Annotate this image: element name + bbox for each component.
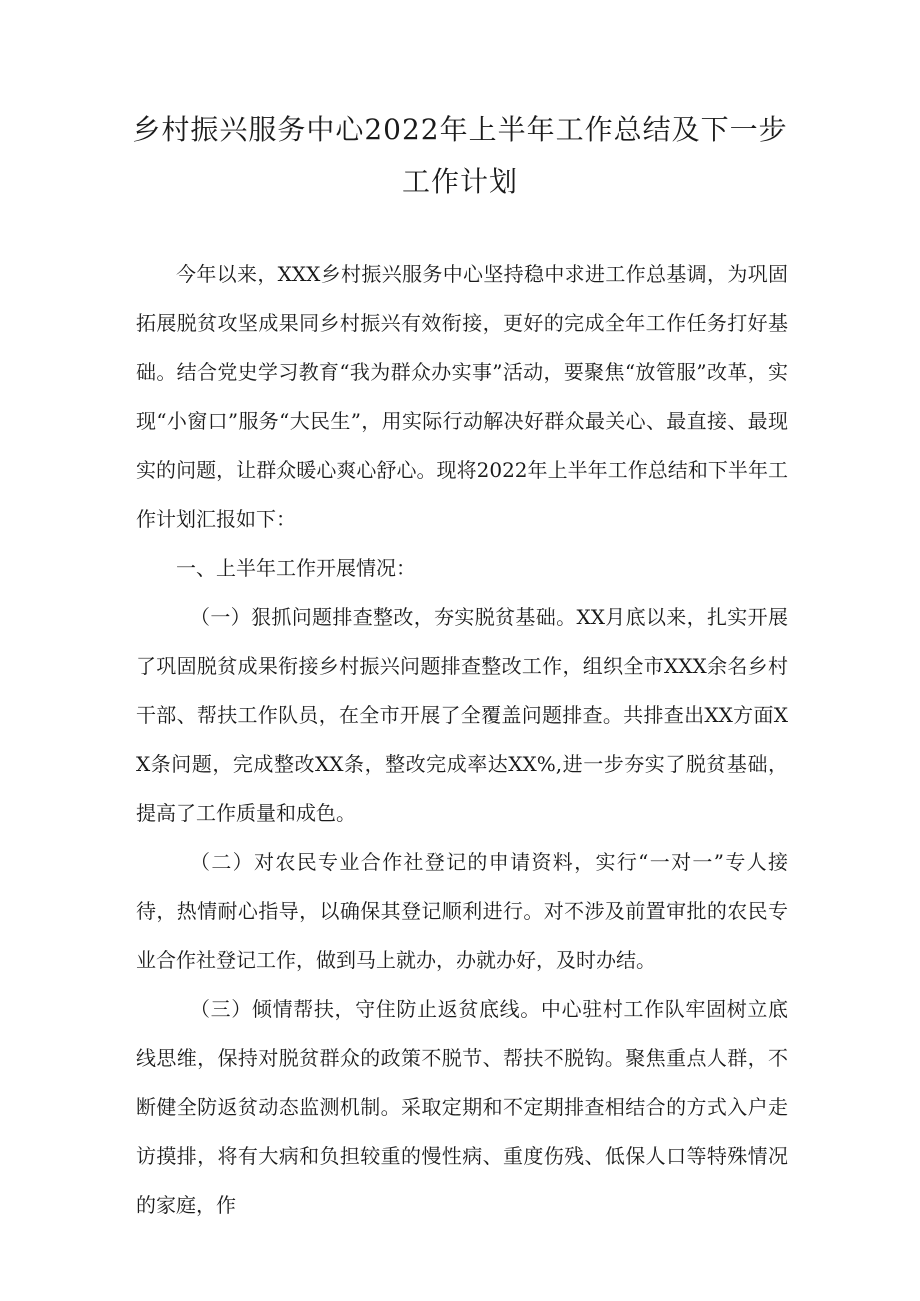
title-line-2: 工作计划 bbox=[401, 165, 518, 198]
section-1-heading: 一、上半年工作开展情况： bbox=[176, 556, 416, 580]
intro-paragraph: 今年以来，XXX乡村振兴服务中心坚持稳中求进工作总基调，为巩固拓展脱贫攻坚成果同乡村振兴有效衔接，更好的完成全年工作任务打好基础。结合党史学习教育“我为群众办实事”活动，要聚焦“放管服”改革，实现“小窗口”服务“大民生”，用实际行动解决好群众最关心、最直接、最现实的问题，让群众暖心爽心舒心。现将2022年上半年工作总结和下半年工作计划汇报如下： bbox=[136, 262, 788, 531]
item-3-paragraph: （三）倾情帮扶，守住防止返贫底线。中心驻村工作队牢固树立底线思维，保持对脱贫群众的政策不脱节、帮扶不脱钩。聚焦重点人群，不断健全防返贫动态监测机制。采取定期和不定期排查相结合的方式入户走访摸排，将有大病和负担较重的慢性病、重度伤残、低保人口等特殊情况的家庭，作 bbox=[136, 997, 788, 1217]
item-1-paragraph: （一）狠抓问题排查整改，夯实脱贫基础。XX月底以来，扎实开展了巩固脱贫成果衔接乡村振兴问题排查整改工作，组织全市XXX余名乡村干部、帮扶工作队员，在全市开展了全覆盖问题排查。共排查出XX方面XX条问题，完成整改XX条，整改完成率达XX%,进一步夯实了脱贫基础，提高了工作质量和成色。 bbox=[136, 605, 788, 825]
title-line-1: 乡村振兴服务中心2022年上半年工作总结及下一步 bbox=[132, 113, 788, 146]
item-2-paragraph: （二）对农民专业合作社登记的申请资料，实行“一对一”专人接待，热情耐心指导，以确保其登记顺利进行。对不涉及前置审批的农民专业合作社登记工作，做到马上就办，办就办好，及时办结。 bbox=[136, 850, 788, 972]
document-title bbox=[110, 104, 810, 208]
document-body bbox=[136, 250, 788, 1230]
